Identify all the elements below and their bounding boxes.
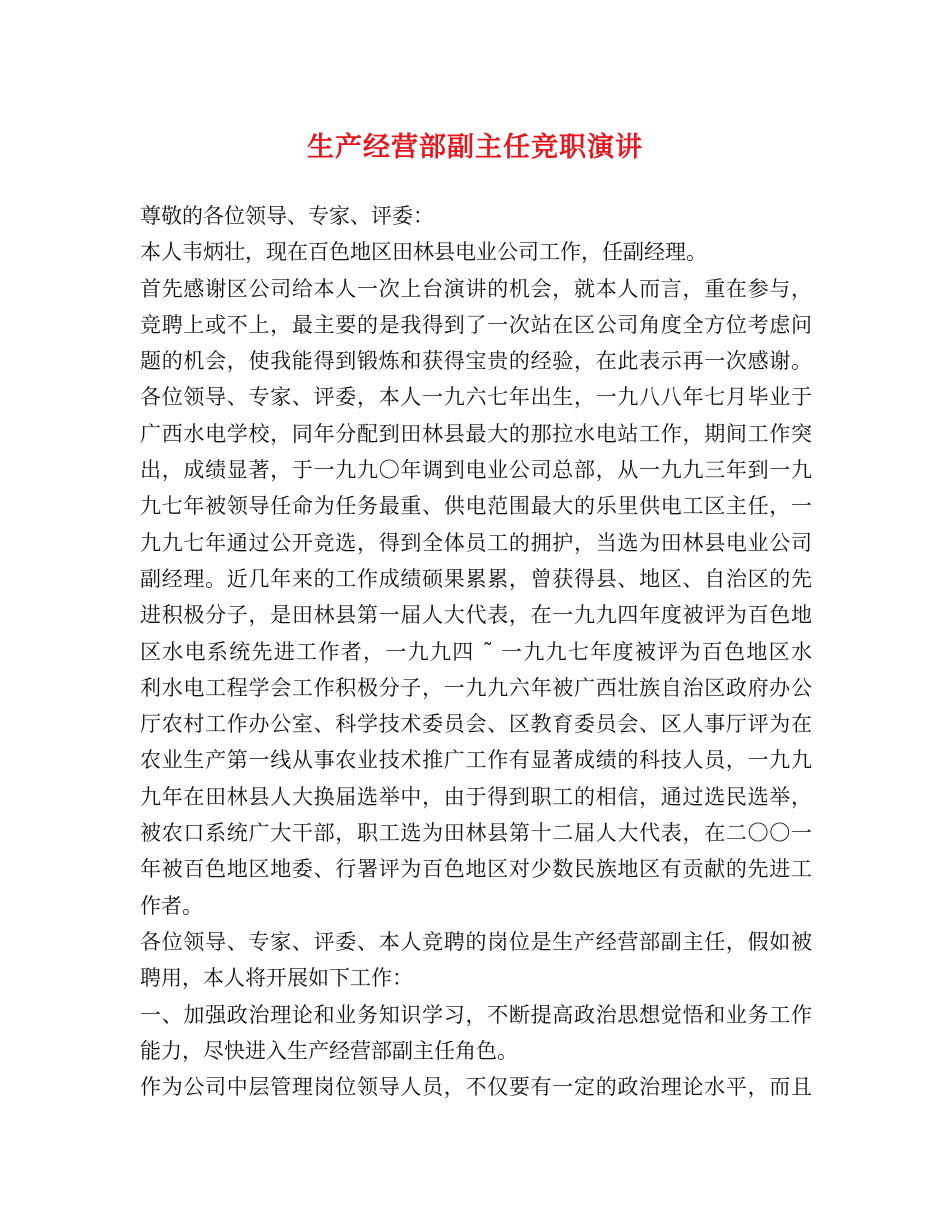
body-line: 尊敬的各位领导、专家、评委：: [140, 204, 434, 228]
body-line: 九九七年通过公开竞选，得到全体员工的拥护，当选为田林县电业公司: [140, 530, 812, 555]
body-line: 年被百色地区地委、行署评为百色地区对少数民族地区有贡献的先进工: [140, 857, 812, 882]
body-line: 利水电工程学会工作积极分子，一九九六年被广西壮族自治区政府办公: [140, 675, 812, 700]
body-line: 广西水电学校，同年分配到田林县最大的那拉水电站工作，期间工作突: [140, 421, 812, 446]
body-line: 副经理。近几年来的工作成绩硕果累累，曾获得县、地区、自治区的先: [140, 566, 812, 591]
body-line: 聘用，本人将开展如下工作：: [140, 966, 413, 991]
body-line: 区水电系统先进工作者，一九九四 ˜ 一九九七年度被评为百色地区水: [140, 639, 812, 664]
body-line: 能力，尽快进入生产经营部副主任角色。: [140, 1038, 518, 1063]
body-line: 进积极分子，是田林县第一届人大代表，在一九九四年度被评为百色地: [140, 603, 812, 628]
body-line: 九年在田林县人大换届选举中，由于得到职工的相信，通过选民选举，: [140, 784, 812, 809]
document-title: 生产经营部副主任竞职演讲: [307, 132, 643, 163]
body-line: 一、加强政治理论和业务知识学习，不断提高政治思想觉悟和业务工作: [140, 1002, 812, 1027]
body-line: 作为公司中层管理岗位领导人员，不仅要有一定的政治理论水平，而且: [140, 1075, 812, 1100]
body-line: 作者。: [140, 893, 203, 918]
body-line: 竞聘上或不上，最主要的是我得到了一次站在区公司角度全方位考虑问: [140, 312, 812, 337]
body-line: 出，成绩显著，于一九九〇年调到电业公司总部，从一九九三年到一九: [140, 458, 812, 483]
body-line: 首先感谢区公司给本人一次上台演讲的机会，就本人而言，重在参与，: [140, 276, 812, 301]
body-line: 农业生产第一线从事农业技术推广工作有显著成绩的科技人员，一九九: [140, 748, 812, 773]
body-line: 本人韦炳壮，现在百色地区田林县电业公司工作，任副经理。: [140, 240, 707, 265]
body-line: 题的机会，使我能得到锻炼和获得宝贵的经验，在此表示再一次感谢。: [140, 349, 812, 374]
body-line: 九七年被领导任命为任务最重、供电范围最大的乐里供电工区主任，一: [140, 494, 812, 519]
document-body: [140, 198, 812, 1105]
body-line: 厅农村工作办公室、科学技术委员会、区教育委员会、区人事厅评为在: [140, 712, 812, 737]
body-line: 被农口系统广大干部，职工选为田林县第十二届人大代表，在二〇〇一: [140, 821, 812, 846]
body-line: 各位领导、专家、评委、本人竞聘的岗位是生产经营部副主任，假如被: [140, 929, 812, 954]
body-line: 各位领导、专家、评委，本人一九六七年出生，一九八八年七月毕业于: [140, 385, 812, 410]
